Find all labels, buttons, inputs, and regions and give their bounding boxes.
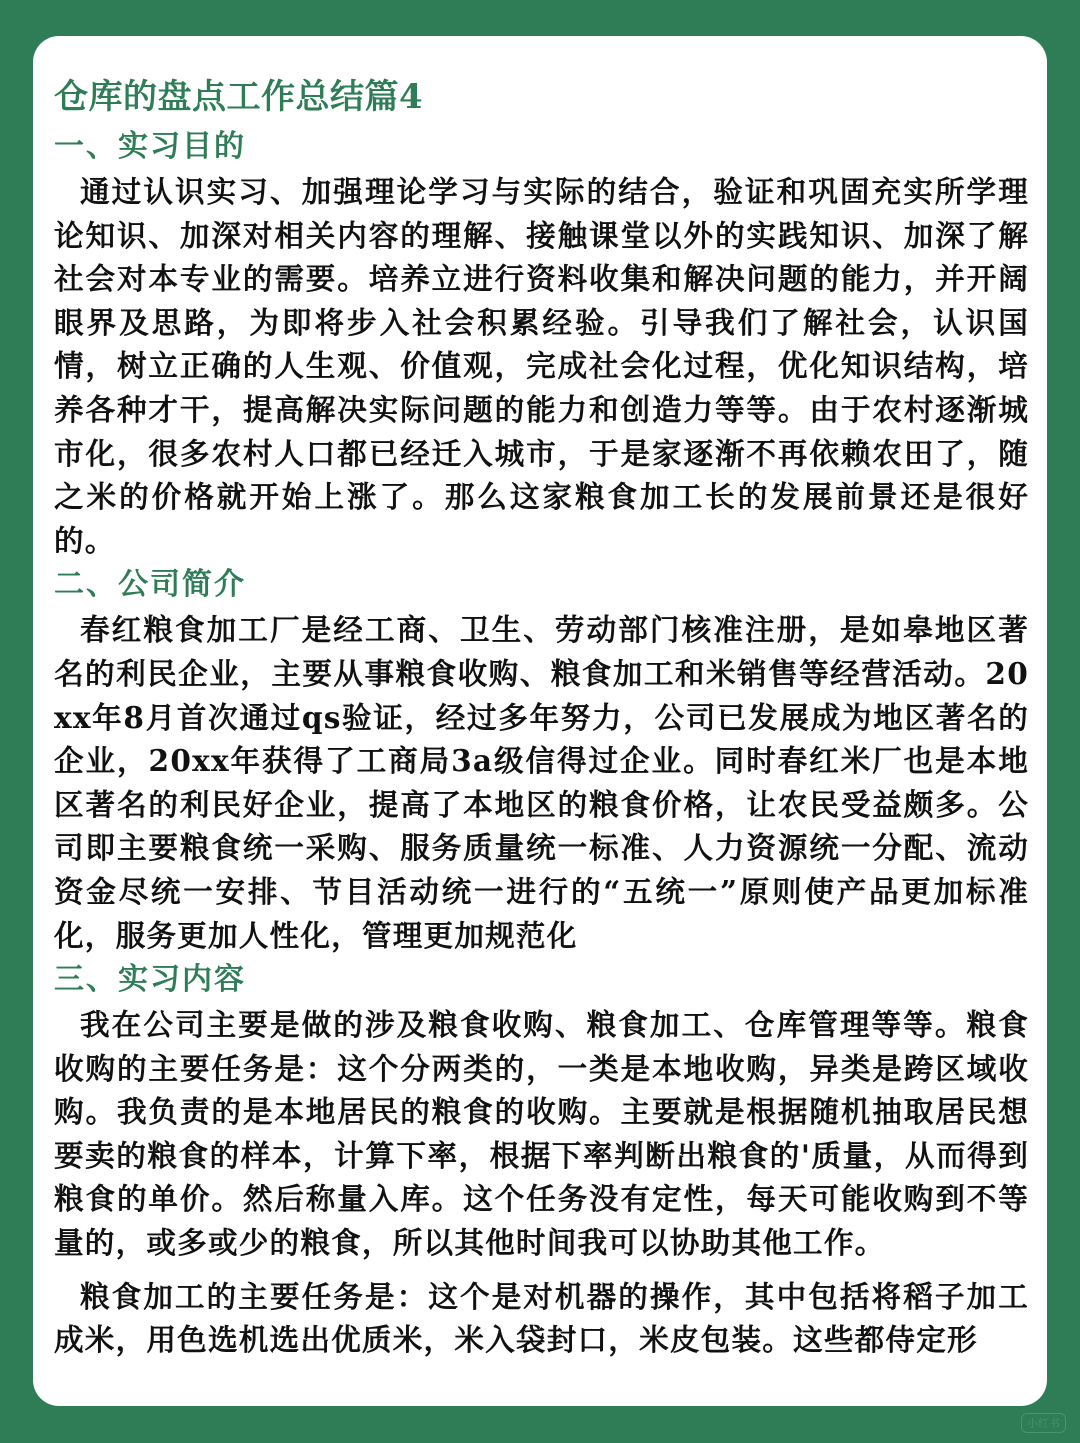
paragraph-purpose: 通过认识实习、加强理论学习与实际的结合，验证和巩固充实所学理论知识、加深对相关内容的理解、接触课堂以外的实践知识、加深了解社会对本专业的需要。培养立进行资料收集和解决问题的能力，并开阔眼界及思路，为即将步入社会积累经验。引导我们了解社会，认识国情，树立正确的人生观、价值观，完成社会化过程，优化知识结构，培养各种才干，提高解决实际问题的能力和创造力等等。由于农村逐渐城市化，很多农村人口都已经迁入城市，于是家逐渐不再依赖农田了，随之米的价格就开始上涨了。那么这家粮食加工长的发展前景还是很好的。 <box>54 174 1029 558</box>
document-content <box>54 70 1029 1362</box>
section-heading-company: 二、公司简介 <box>54 567 246 603</box>
document-title: 仓库的盘点工作总结篇4 <box>54 77 424 117</box>
paragraph-company: 春红粮食加工厂是经工商、卫生、劳动部门核准注册，是如皋地区著名的利民企业，主要从事粮食收购、粮食加工和米销售等经营活动。20xx年8月首次通过qs验证，经过多年努力，公司已发展成为地区著名的企业，20xx年获得了工商局3a级信得过企业。同时春红米厂也是本地区著名的利民好企业，提高了本地区的粮食价格，让农民受益颇多。公司即主要粮食统一采购、服务质量统一标准、人力资源统一分配、流动资金尽统一安排、节目活动统一进行的“五统一”原则使产品更加标准化，服务更加人性化，管理更加规范化 <box>54 612 1029 953</box>
section-heading-purpose: 一、实习目的 <box>54 129 246 164</box>
paragraph-content-1: 我在公司主要是做的涉及粮食收购、粮食加工、仓库管理等等。粮食收购的主要任务是：这个分两类的，一类是本地收购，异类是跨区域收购。我负责的是本地居民的粮食的收购。主要就是根据随机抽取居民想要卖的粮食的样本，计算下率，根据下率判断出粮食的'质量，从而得到粮食的单价。然后称量入库。这个任务没有定性，每天可能收购到不等量的，或多或少的粮食，所以其他时间我可以协助其他工作。 <box>54 1007 1029 1261</box>
paragraph-content-2: 粮食加工的主要任务是：这个是对机器的操作，其中包括将稻子加工成米，用色选机选出优质米，米入袋封口，米皮包装。这些都侍定形 <box>54 1278 1029 1358</box>
watermark-logo: 小红书 <box>1021 1413 1066 1433</box>
document-card <box>33 36 1047 1406</box>
section-heading-content: 三、实习内容 <box>54 962 246 998</box>
